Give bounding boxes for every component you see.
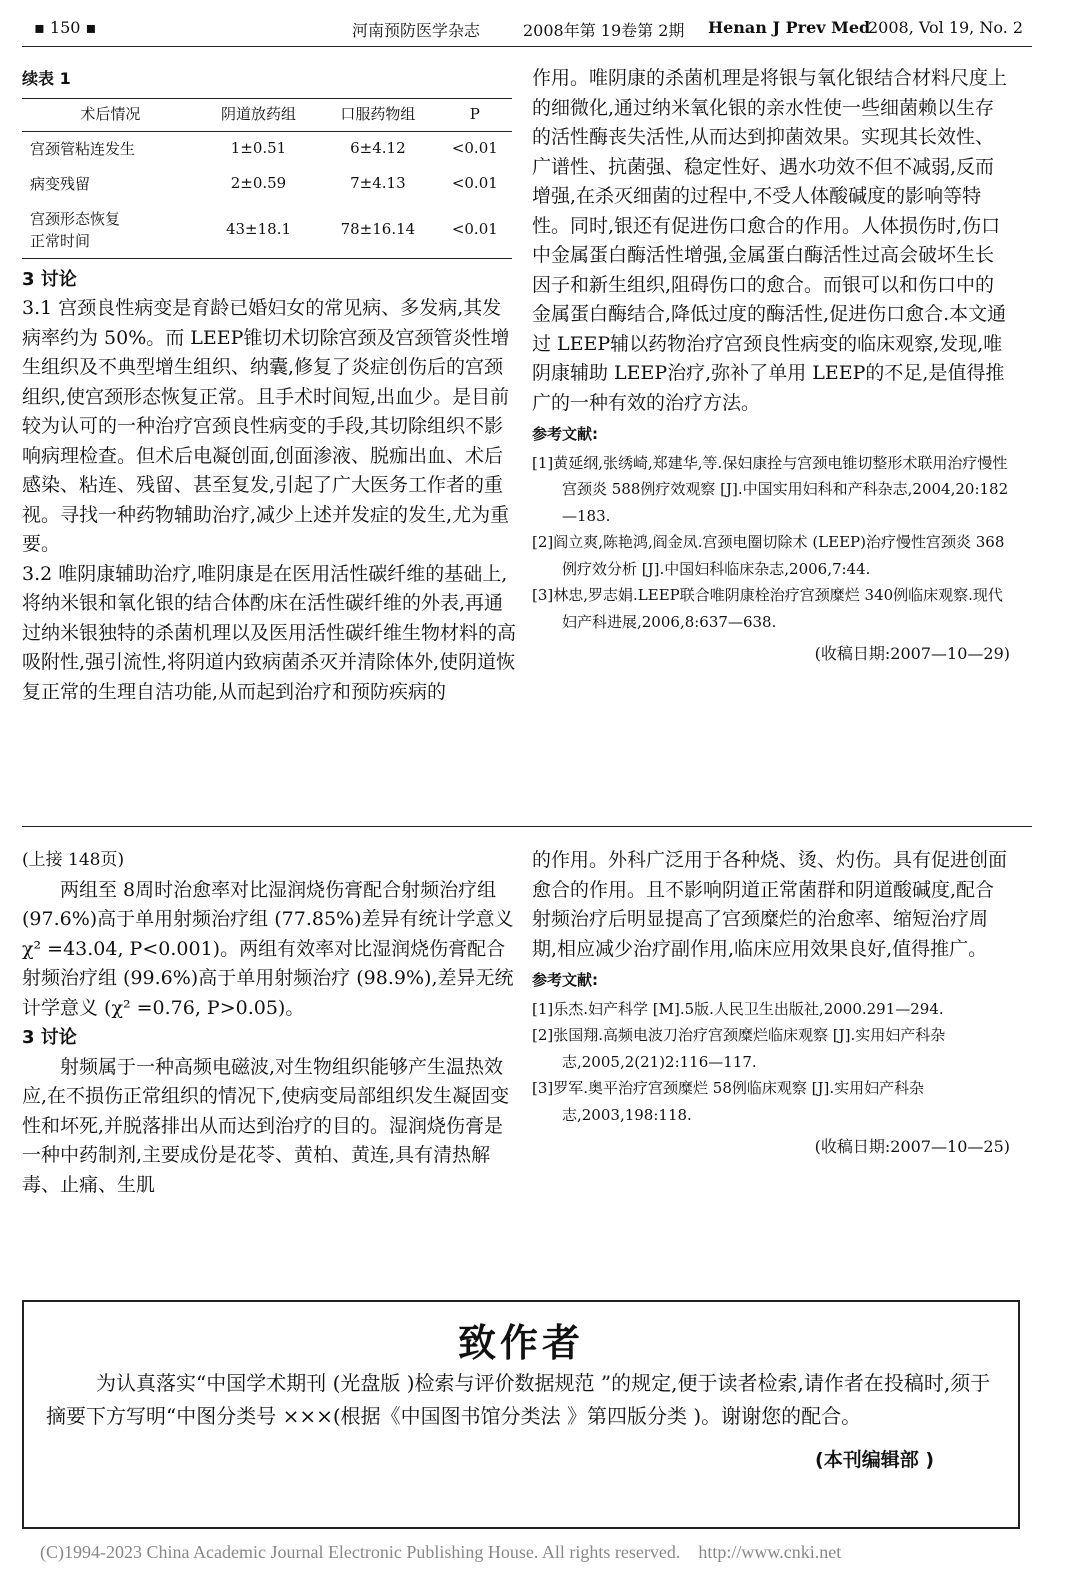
table-header-row [22, 98, 512, 131]
issue-info: 2008年第 19卷第 2期 [523, 21, 685, 40]
section-heading: 3 讨论 [22, 268, 77, 290]
results-table [22, 98, 512, 259]
article1-right-column [532, 64, 1010, 669]
notice-body: 为认真落实“中国学术期刊 (光盘版 )检索与评价数据规范 ”的规定,便于读者检索,请作者在投稿时,须于摘要下方写明“中图分类号 ×××(根据《中国图书馆分类法 》第四版分类 )。谢谢您的配合。 [46, 1371, 991, 1428]
paragraph: 3.2 唯阴康辅助治疗,唯阴康是在医用活性碳纤维的基础上,将纳米银和氧化银的结合体酌床在活性碳纤维的外表,再通过纳米银独特的杀菌机理以及医用活性碳纤维生物材料的高吸附性,强引流性,将阴道内致病菌杀灭并清除体外,使阴道恢复正常的生理自洁功能,从而起到治疗和预防疾病的 [22, 562, 517, 703]
journal-title-en: Henan J Prev Med [708, 18, 871, 37]
notice-title: 致作者 [457, 1321, 584, 1365]
notice-signature: (本刊编辑部 ) [815, 1449, 934, 1471]
table-cell: 1±0.51 [230, 139, 287, 158]
article2-right-column [532, 846, 1010, 1162]
notice-box [22, 1300, 1020, 1529]
table-cell: 6±4.12 [350, 139, 406, 158]
references-heading: 参考文献: [532, 971, 598, 989]
paragraph: 的作用。外科广泛用于各种烧、烫、灼伤。具有促进创面愈合的作用。且不影响阴道正常菌群和阴道酸碱度,配合射频治疗后明显提高了宫颈糜烂的治愈率、缩短治疗周期,相应减少治疗副作用,临床应用效果良好,值得推广。 [532, 849, 1008, 960]
paragraph: 3.1 宫颈良性病变是育龄已婚妇女的常见病、多发病,其发病率约为 50%。而 LEEP锥切术切除宫颈及宫颈管炎性增生组织及不典型增生组织、纳囊,修复了炎症创伤后的宫颈组织,使宫颈形态恢复正常。且手术时间短,出血少。是目前较为认可的一种治疗宫颈良性病变的手段,其切除组织不影响病理检查。但术后电凝创面,创面渗液、脱痂出血、术后感染、粘连、残留、甚至复发,引起了广大医务工作者的重视。寻找一种药物辅助治疗,减少上述并发症的发生,尤为重要。 [22, 297, 510, 555]
issue-info-en: 2008, Vol 19, No. 2 [868, 18, 1024, 37]
table-cell: 宫颈形态恢复 正常时间 [22, 202, 199, 259]
table-cell: <0.01 [451, 139, 498, 158]
table-cell: 7±4.13 [350, 174, 406, 193]
paragraph: 两组至 8周时治愈率对比湿润烧伤膏配合射频治疗组 (97.6%)高于单用射频治疗组 (77.85%)差异有统计学意义 χ² =43.04, P<0.001)。两组有效率对比湿润烧伤膏配合射频治疗组 (99.6%)高于单用射频治疗 (98.9%),差异无统计学意义 (χ² =0.76, P>0.05)。 [22, 878, 514, 1019]
journal-title: 河南预防医学杂志 [352, 21, 481, 40]
table-header-cell: 阴道放药组 [199, 98, 318, 131]
table-header-cell: 口服药物组 [318, 98, 437, 131]
reference-item: [1]黄延纲,张绣崎,郑建华,等.保妇康拴与宫颈电锥切整形术联用治疗慢性宫颈炎 588例疗效观察 [J].中国实用妇科和产科杂志,2004,20:182—183. [532, 453, 1009, 525]
section-heading: 3 讨论 [22, 1027, 77, 1048]
reference-item: [3]罗军.奥平治疗宫颈糜烂 58例临床观察 [J].实用妇产科杂志,2003,198:118. [532, 1079, 925, 1124]
table-cell: 病变残留 [30, 175, 91, 193]
table-cell: 78±16.14 [318, 202, 437, 259]
reference-item: [2]阎立爽,陈艳鸿,阎金凤.宫颈电圈切除术 (LEEP)治疗慢性宫颈炎 368例疗效分析 [J].中国妇科临床杂志,2006,7:44. [532, 533, 1005, 578]
table-cell: 2±0.59 [230, 174, 287, 193]
continued-note: (上接 148页) [22, 850, 125, 870]
table-row [22, 167, 512, 202]
article-separator [22, 826, 1032, 827]
table-row [22, 202, 512, 259]
paragraph: 射频属于一种高频电磁波,对生物组织能够产生温热效应,在不损伤正常组织的情况下,使病变局部组织发生凝固变性和坏死,并脱落排出从而达到治疗的目的。湿润烧伤膏是一种中药制剂,主要成份是花苓、黄柏、黄连,具有清热解毒、止痛、生肌 [22, 1055, 510, 1196]
table-cell: <0.01 [438, 202, 512, 259]
article1-left-column [22, 64, 516, 707]
table-cell: 43±18.1 [199, 202, 318, 259]
reference-item: [2]张国翔.高频电波刀治疗宫颈糜烂临床观察 [J].实用妇产科杂志,2005,2(21)2:116—117. [532, 1026, 946, 1071]
header-rule [22, 46, 1032, 47]
received-date: (收稿日期:2007—10—29) [814, 644, 1010, 663]
copyright-footer: (C)1994-2023 China Academic Journal Electronic Publishing House. All rights reserved. http://www.cnki.net [40, 1542, 842, 1562]
article2-left-column [22, 846, 516, 1200]
table-row [22, 131, 512, 167]
table-cell: <0.01 [451, 174, 498, 193]
table-header-cell: 术后情况 [22, 98, 199, 131]
page-number: ▪ 150 ▪ [34, 18, 97, 37]
table-caption: 续表 1 [22, 69, 71, 88]
paragraph: 作用。唯阴康的杀菌机理是将银与氧化银结合材料尺度上的细微化,通过纳米氧化银的亲水性使一些细菌赖以生存的活性酶丧失活性,从而达到抑菌效果。实现其长效性、广谱性、抗菌强、稳定性好、遇水功效不但不减弱,反而增强,在杀灭细菌的过程中,不受人体酸碱度的影响等特性。同时,银还有促进伤口愈合的作用。人体损伤时,伤口中金属蛋白酶活性增强,金属蛋白酶活性过高会破坏生长因子和新生组织,阻碍伤口的愈合。而银可以和伤口中的金属蛋白酶结合,降低过度的酶活性,促进伤口愈合.本文通过 LEEP辅以药物治疗宫颈良性病变的临床观察,发现,唯阴康辅助 LEEP治疗,弥补了单用 LEEP的不足,是值得推广的一种有效的治疗方法。 [532, 67, 1008, 414]
table-cell: 宫颈管粘连发生 [30, 140, 136, 158]
references-heading: 参考文献: [532, 425, 598, 443]
received-date: (收稿日期:2007—10—25) [814, 1137, 1010, 1156]
reference-item: [3]林忠,罗志娟.LEEP联合唯阴康栓治疗宫颈糜烂 340例临床观察.现代妇产科进展,2006,8:637—638. [532, 586, 1003, 631]
table-header-cell: P [438, 98, 512, 131]
reference-item: [1]乐杰.妇产科学 [M].5版.人民卫生出版社,2000.291—294. [532, 999, 944, 1018]
